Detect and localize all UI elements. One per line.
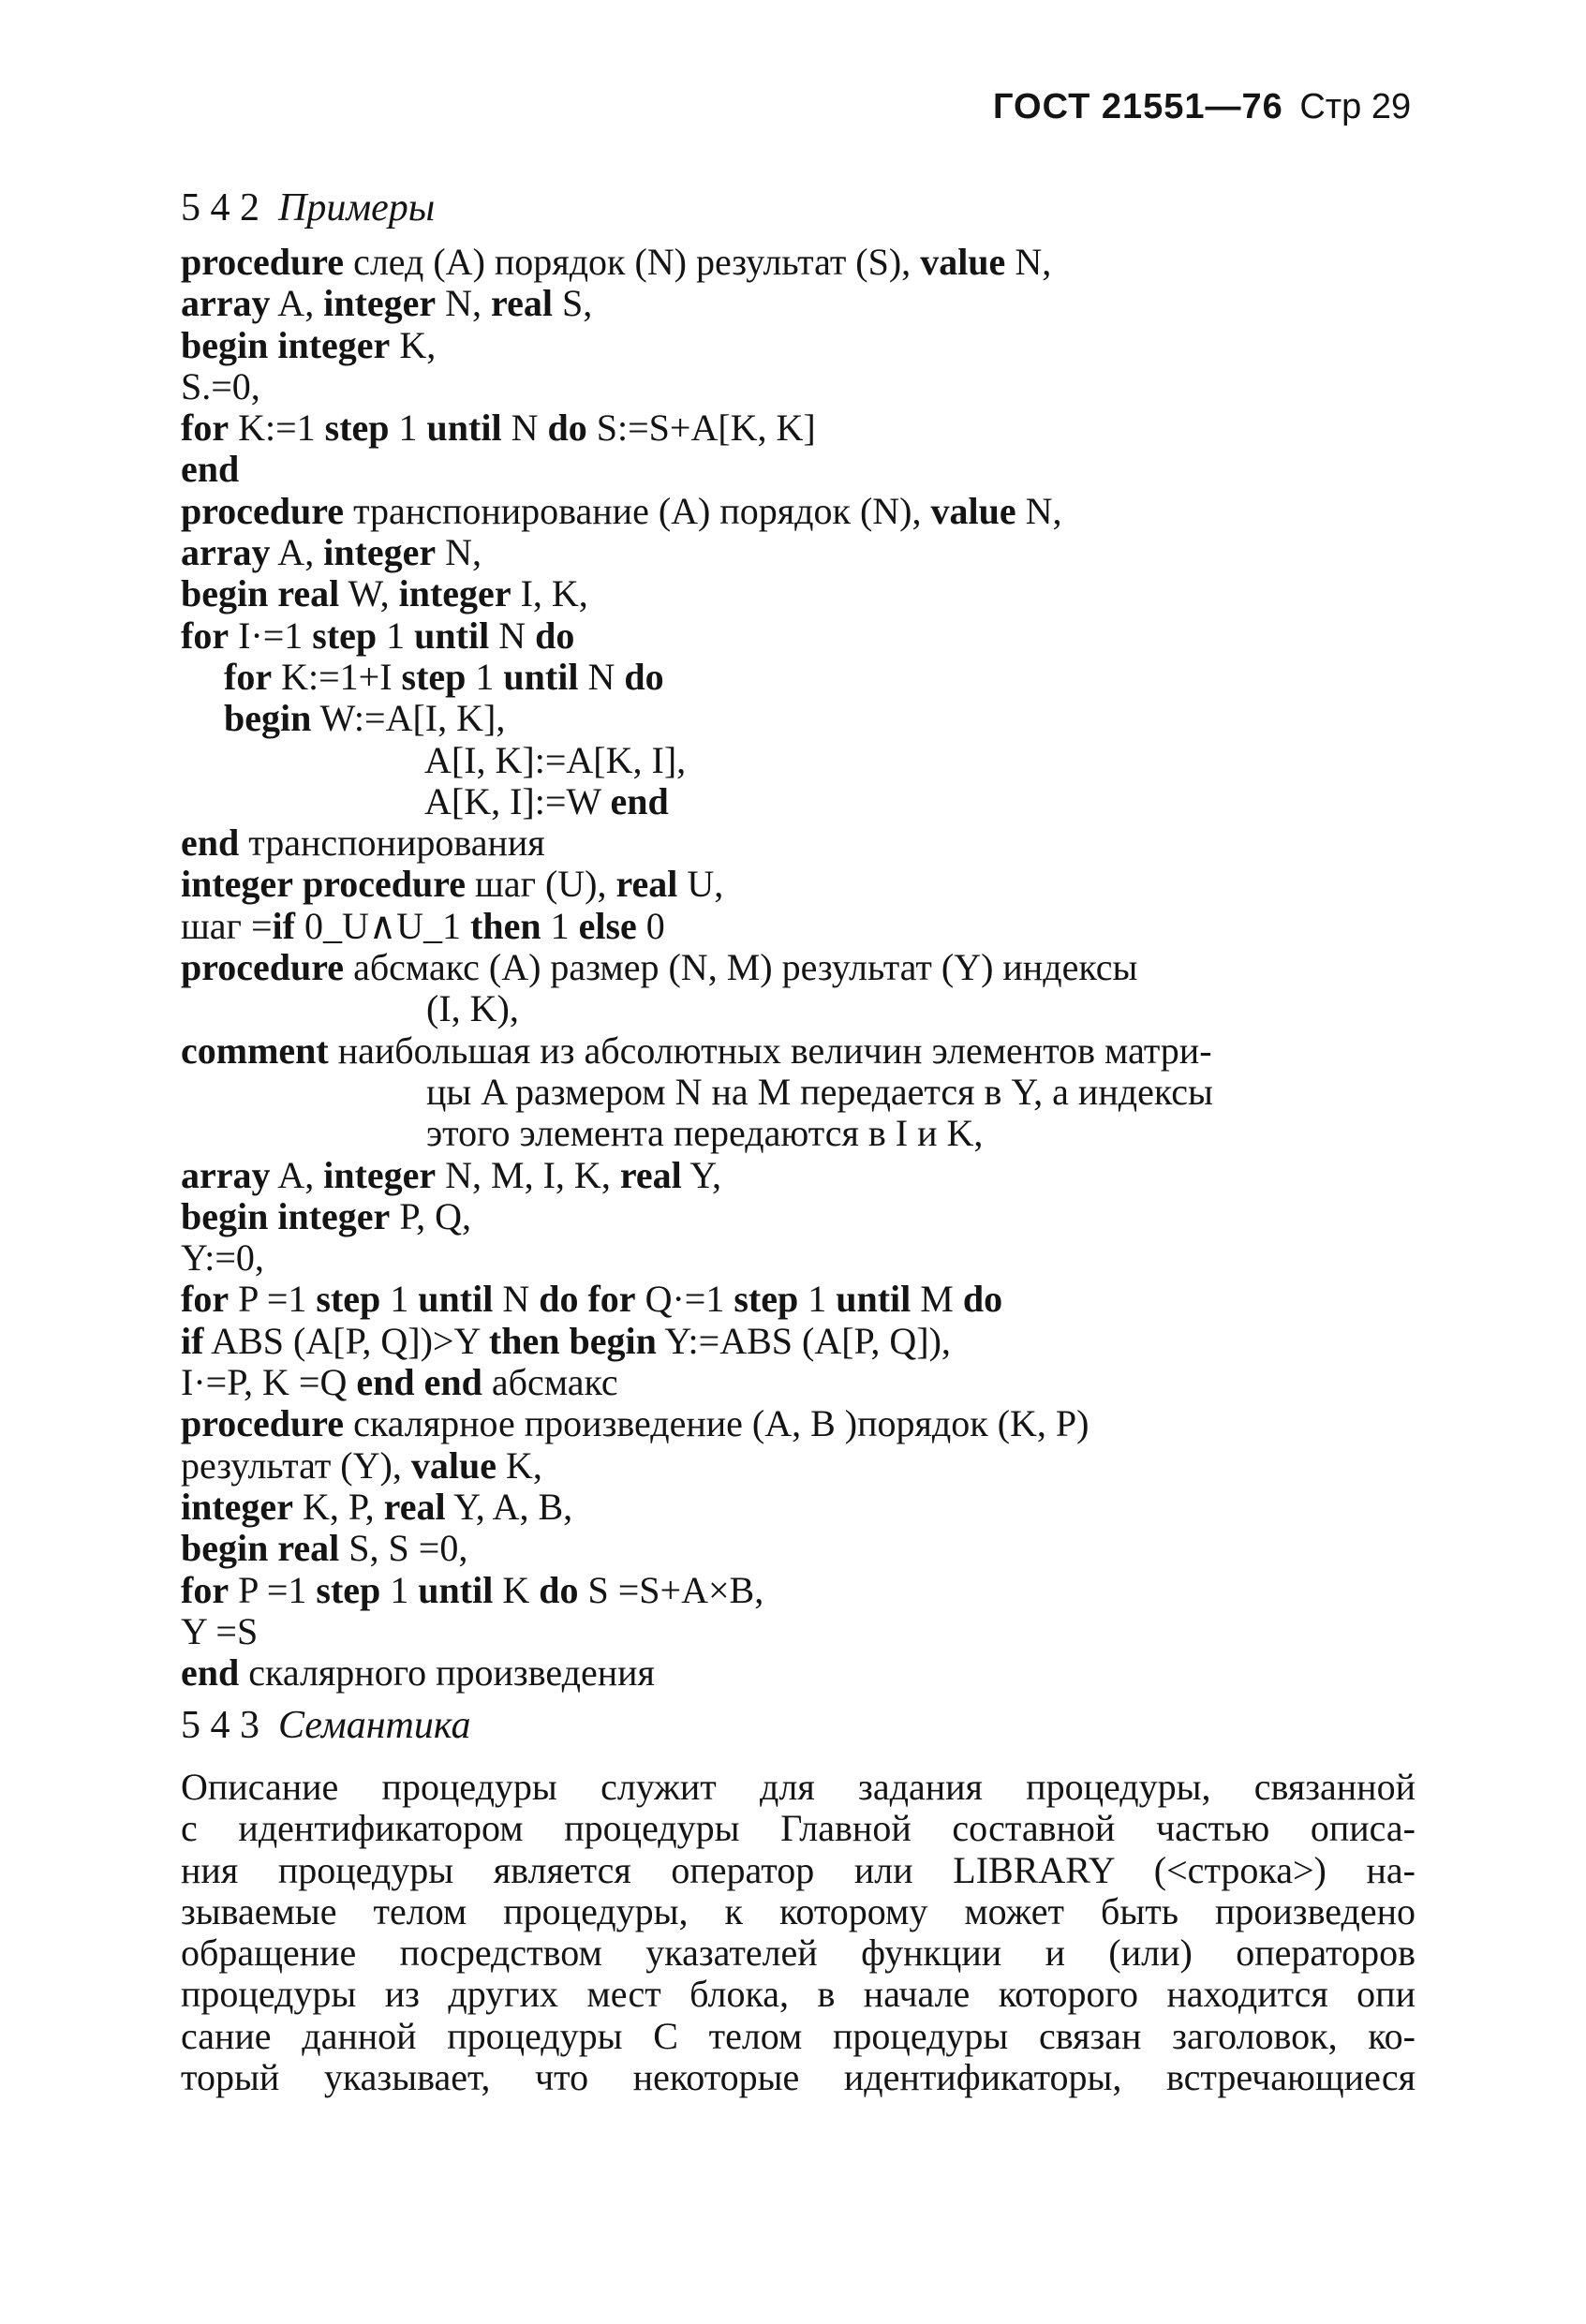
keyword: begin bbox=[181, 323, 269, 366]
keyword: real bbox=[383, 1485, 446, 1528]
keyword: value bbox=[930, 489, 1016, 532]
keyword: do bbox=[539, 1278, 579, 1321]
code-line: for K:=1 step 1 until N do S:=S+A[K, K] bbox=[181, 407, 816, 450]
keyword: do bbox=[962, 1278, 1003, 1321]
keyword: for bbox=[181, 1568, 230, 1611]
code-line: end скалярного произведения bbox=[181, 1651, 655, 1695]
keyword: integer bbox=[181, 1485, 293, 1528]
code-examples bbox=[181, 242, 1492, 1694]
code-line: A[I, K]:=A[K, I], bbox=[424, 738, 687, 781]
keyword: integer bbox=[277, 323, 391, 366]
keyword: step bbox=[401, 655, 467, 698]
section-heading-542 bbox=[181, 185, 435, 230]
keyword: procedure bbox=[181, 946, 345, 989]
keyword: for bbox=[587, 1278, 636, 1321]
code-line: if ABS (A[P, Q])>Y then begin Y:=ABS (A[P, Q]), bbox=[181, 1319, 951, 1362]
code-line: begin W:=A[I, K], bbox=[224, 697, 506, 740]
paragraph-line: процедуры из других мест блока, в начале которого находится опи bbox=[181, 1973, 1416, 2016]
paragraph-line: зываемые телом процедуры, к которому может быть произведено bbox=[181, 1889, 1416, 1932]
keyword: array bbox=[181, 282, 271, 325]
code-line: I·=P, K =Q end end абсмакс bbox=[181, 1361, 618, 1404]
code-line: цы A размером N на M передается в Y, а индексы bbox=[426, 1070, 1213, 1113]
code-line: begin integer P, Q, bbox=[181, 1194, 472, 1237]
code-line: (I, K), bbox=[426, 987, 519, 1030]
keyword: step bbox=[324, 407, 390, 450]
keyword: end bbox=[181, 448, 240, 491]
code-line: end транспонирования bbox=[181, 822, 545, 865]
keyword: for bbox=[224, 655, 273, 698]
code-line: шаг =if 0_U∧U_1 then 1 else 0 bbox=[181, 904, 665, 947]
keyword: begin bbox=[181, 1194, 269, 1237]
keyword: procedure bbox=[181, 489, 345, 532]
code-line: результат (Y), value K, bbox=[181, 1443, 542, 1487]
keyword: integer bbox=[323, 531, 437, 574]
keyword: begin bbox=[181, 1527, 269, 1570]
keyword: real bbox=[619, 1153, 682, 1196]
keyword: real bbox=[277, 1527, 340, 1570]
keyword: do bbox=[535, 614, 575, 657]
keyword: real bbox=[491, 282, 553, 325]
code-line: integer K, P, real Y, A, B, bbox=[181, 1485, 573, 1528]
code-line: begin real S, S =0, bbox=[181, 1527, 468, 1570]
code-line: procedure след (A) порядок (N) результат (S), value N, bbox=[181, 241, 1052, 283]
code-line: for P =1 step 1 until N do for Q·=1 step 1 until M do bbox=[181, 1278, 1003, 1321]
keyword: integer bbox=[323, 282, 437, 325]
code-line: procedure абсмакс (A) размер (N, M) результат (Y) индексы bbox=[181, 946, 1138, 989]
keyword: procedure bbox=[302, 863, 467, 906]
keyword: value bbox=[920, 241, 1006, 283]
code-line: for K:=1+I step 1 until N do bbox=[224, 655, 664, 698]
keyword: else bbox=[578, 904, 637, 947]
code-line: comment наибольшая из абсолютных величин элементов матри- bbox=[181, 1029, 1212, 1072]
keyword: comment bbox=[181, 1029, 329, 1072]
keyword: end bbox=[423, 1361, 482, 1404]
keyword: begin bbox=[224, 697, 312, 740]
keyword: step bbox=[734, 1278, 799, 1321]
keyword: value bbox=[410, 1443, 497, 1487]
code-line: array A, integer N, real S, bbox=[181, 282, 593, 325]
section-title: Примеры bbox=[278, 186, 436, 229]
keyword: until bbox=[426, 407, 502, 450]
code-line: этого элемента передаются в I и K, bbox=[426, 1112, 984, 1155]
keyword: until bbox=[836, 1278, 912, 1321]
paragraph-line: торый указывает, что некоторые идентификаторы, встречающиеся bbox=[181, 2056, 1416, 2099]
section-title: Семантика bbox=[278, 1704, 471, 1747]
standard-number: ГОСТ 21551—76 bbox=[993, 87, 1283, 126]
section-number: 5 4 2 bbox=[181, 186, 259, 229]
code-line: array A, integer N, bbox=[181, 531, 482, 574]
code-line: begin integer K, bbox=[181, 323, 437, 366]
keyword: end bbox=[610, 779, 669, 822]
keyword: until bbox=[418, 1278, 494, 1321]
code-line: procedure транспонирование (A) порядок (N), value N, bbox=[181, 489, 1062, 532]
keyword: end bbox=[356, 1361, 415, 1404]
keyword: then bbox=[488, 1319, 560, 1362]
code-line: Y:=0, bbox=[181, 1236, 264, 1280]
keyword: array bbox=[181, 1153, 271, 1196]
keyword: for bbox=[181, 407, 230, 450]
keyword: end bbox=[181, 1651, 240, 1695]
keyword: until bbox=[503, 655, 579, 698]
page-number: Стр 29 bbox=[1299, 87, 1412, 126]
paragraph-line: с идентификатором процедуры Главной составной частью описа- bbox=[181, 1807, 1416, 1850]
keyword: step bbox=[316, 1278, 381, 1321]
keyword: begin bbox=[569, 1319, 657, 1362]
keyword: integer bbox=[181, 863, 293, 906]
keyword: do bbox=[624, 655, 664, 698]
paragraph-line: обращение посредством указателей функции и (или) операторов bbox=[181, 1932, 1416, 1975]
code-line: array A, integer N, M, I, K, real Y, bbox=[181, 1153, 721, 1196]
section-heading-543 bbox=[181, 1703, 470, 1748]
keyword: until bbox=[414, 614, 490, 657]
code-line: integer procedure шаг (U), real U, bbox=[181, 863, 724, 906]
keyword: step bbox=[312, 614, 378, 657]
keyword: end bbox=[181, 822, 240, 865]
keyword: begin bbox=[181, 572, 269, 615]
code-line: Y =S bbox=[181, 1609, 259, 1652]
keyword: do bbox=[547, 407, 587, 450]
keyword: integer bbox=[398, 572, 511, 615]
keyword: do bbox=[539, 1568, 579, 1611]
code-line: A[K, I]:=W end bbox=[424, 779, 669, 822]
keyword: procedure bbox=[181, 241, 345, 283]
keyword: integer bbox=[323, 1153, 437, 1196]
keyword: real bbox=[277, 572, 340, 615]
paragraph-line: ния процедуры является оператор или LIBRARY (<строка>) на- bbox=[181, 1848, 1416, 1891]
keyword: real bbox=[615, 863, 678, 906]
code-line: for P =1 step 1 until K do S =S+A×B, bbox=[181, 1568, 764, 1611]
keyword: for bbox=[181, 1278, 230, 1321]
section-number: 5 4 3 bbox=[181, 1704, 259, 1747]
code-line: for I·=1 step 1 until N do bbox=[181, 614, 575, 657]
code-line bbox=[181, 449, 1492, 490]
code-line: S.=0, bbox=[181, 364, 260, 407]
keyword: if bbox=[272, 904, 295, 947]
code-line: procedure скалярное произведение (A, B )порядок (K, P) bbox=[181, 1402, 1089, 1445]
keyword: for bbox=[181, 614, 230, 657]
paragraph-line: Описание процедуры служит для задания процедуры, связанной bbox=[181, 1766, 1416, 1808]
paragraph-line: сание данной процедуры С телом процедуры связан заголовок, ко- bbox=[181, 2014, 1416, 2057]
keyword: step bbox=[316, 1568, 381, 1611]
keyword: if bbox=[181, 1319, 204, 1362]
keyword: then bbox=[470, 904, 541, 947]
page-header bbox=[993, 86, 1411, 127]
keyword: array bbox=[181, 531, 271, 574]
keyword: until bbox=[418, 1568, 494, 1611]
code-line: begin real W, integer I, K, bbox=[181, 572, 588, 615]
keyword: procedure bbox=[181, 1402, 345, 1445]
keyword: integer bbox=[277, 1194, 391, 1237]
semantics-paragraph bbox=[181, 1767, 1416, 2098]
